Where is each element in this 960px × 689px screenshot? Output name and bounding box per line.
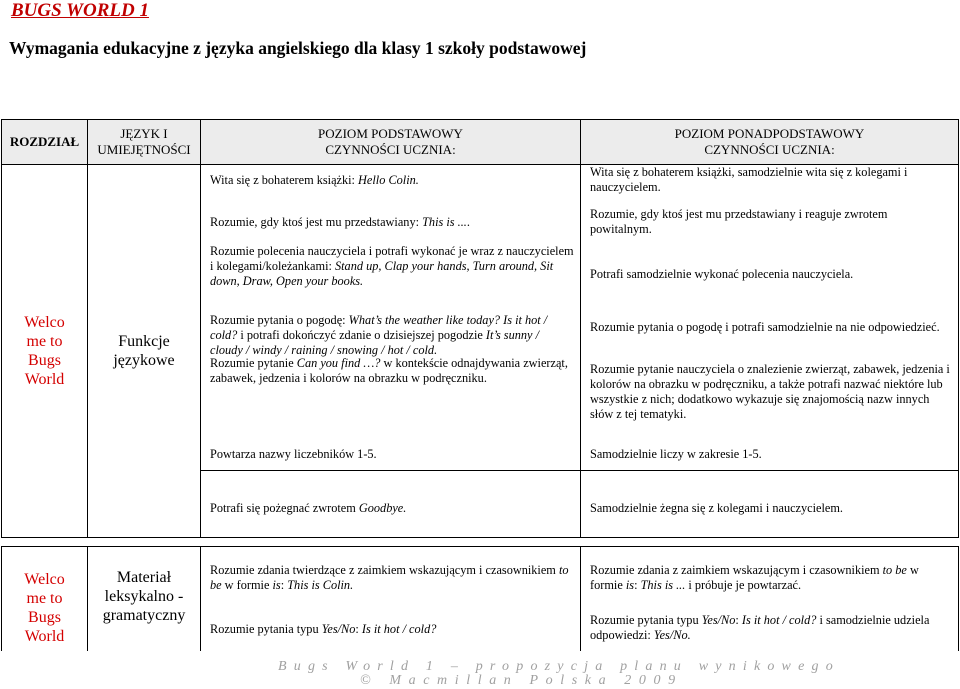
advanced-item: Wita się z bohaterem książki, samodzielnie wita się z kolegami i nauczycielem. xyxy=(590,165,908,194)
advanced-item: Rozumie pytania o pogodę i potrafi samodzielnie na nie odpowiedzieć. xyxy=(590,320,940,334)
table-header-row xyxy=(2,120,959,165)
unit-name: Welco me to Bugs World xyxy=(2,165,88,538)
advanced-item: Samodzielnie żegna się z kolegami i nauczycielem. xyxy=(590,501,844,515)
brand-title: BUGS WORLD 1 xyxy=(11,0,149,21)
basic-item: Wita się z bohaterem książki: Hello Colin. xyxy=(210,173,419,187)
advanced-item: Potrafi samodzielnie wykonać polecenia nauczyciela. xyxy=(590,267,854,281)
skill-category: Funkcje językowe xyxy=(88,165,201,538)
basic-item: Rozumie polecenia nauczyciela i potrafi wykonać je wraz z nauczycielem i kolegami/koleżankami: Stand up, Clap your hands, Turn around, Sit down, Draw, Open your books. xyxy=(210,244,574,288)
requirements-table xyxy=(1,119,959,538)
page-title: Wymagania edukacyjne z języka angielskiego dla klasy 1 szkoły podstawowej xyxy=(9,38,587,58)
advanced-level-cell xyxy=(581,165,959,538)
unit-name: Welco me to Bugs World xyxy=(2,547,88,652)
advanced-item: Samodzielnie liczy w zakresie 1-5. xyxy=(590,447,762,461)
basic-item: Rozumie, gdy ktoś jest mu przedstawiany: This is .... xyxy=(210,215,470,229)
basic-item: Rozumie zdania twierdzące z zaimkiem wskazującym i czasownikiem to be w formie is: This is Colin. xyxy=(210,563,569,592)
header-jezyk: JĘZYK I UMIEJĘTNOŚCI xyxy=(88,120,201,165)
footer-title: Bugs World 1 – propozycja planu wynikowego xyxy=(278,659,840,674)
basic-item: Rozumie pytania o pogodę: What’s the weather like today? Is it hot / cold? i potrafi dokończyć zdanie o dzisiejszej pogodzie It’s sunny / cloudy / windy / raining / snowing / hot / cold. xyxy=(210,313,548,357)
advanced-item: Rozumie pytanie nauczyciela o znalezienie zwierząt, zabawek, jedzenia i kolorów na obrazku w podręczniku, a także potrafi nazwać niektóre lub wszystkie z nich; dodatkowo wykazuje się znajomością nazw innych słów z tej tematyki. xyxy=(590,362,950,421)
table-row xyxy=(2,165,959,538)
advanced-level-cell xyxy=(581,547,959,652)
basic-item: Potrafi się pożegnać zwrotem Goodbye. xyxy=(210,501,407,515)
requirements-table-continued xyxy=(1,546,959,651)
advanced-item: Rozumie zdania z zaimkiem wskazującym i czasownikiem to be w formie is: This is ... i próbuje je powtarzać. xyxy=(590,563,919,592)
advanced-item: Rozumie, gdy ktoś jest mu przedstawiany i reaguje zwrotem powitalnym. xyxy=(590,207,888,236)
footer-copyright: © Macmillan Polska 2009 xyxy=(360,673,683,688)
advanced-item: Rozumie pytania typu Yes/No: Is it hot / cold? i samodzielnie udziela odpowiedzi: Yes/No. xyxy=(590,613,930,642)
header-poziom-podstawowy: POZIOM PODSTAWOWY CZYNNOŚCI UCZNIA: xyxy=(201,120,581,165)
basic-level-cell xyxy=(201,165,581,538)
header-poziom-ponadpodstawowy: POZIOM PONADPODSTAWOWY CZYNNOŚCI UCZNIA: xyxy=(581,120,959,165)
header-rozdzial: ROZDZIAŁ xyxy=(2,120,88,165)
skill-category: Materiał leksykalno - gramatyczny xyxy=(88,547,201,652)
basic-item: Rozumie pytanie Can you find …? w kontekście odnajdywania zwierząt, zabawek, jedzenia i kolorów na obrazku w podręczniku. xyxy=(210,356,568,385)
table-row xyxy=(2,547,959,652)
basic-item: Powtarza nazwy liczebników 1-5. xyxy=(210,447,377,461)
basic-level-cell xyxy=(201,547,581,652)
basic-item: Rozumie pytania typu Yes/No: Is it hot / cold? xyxy=(210,622,437,636)
